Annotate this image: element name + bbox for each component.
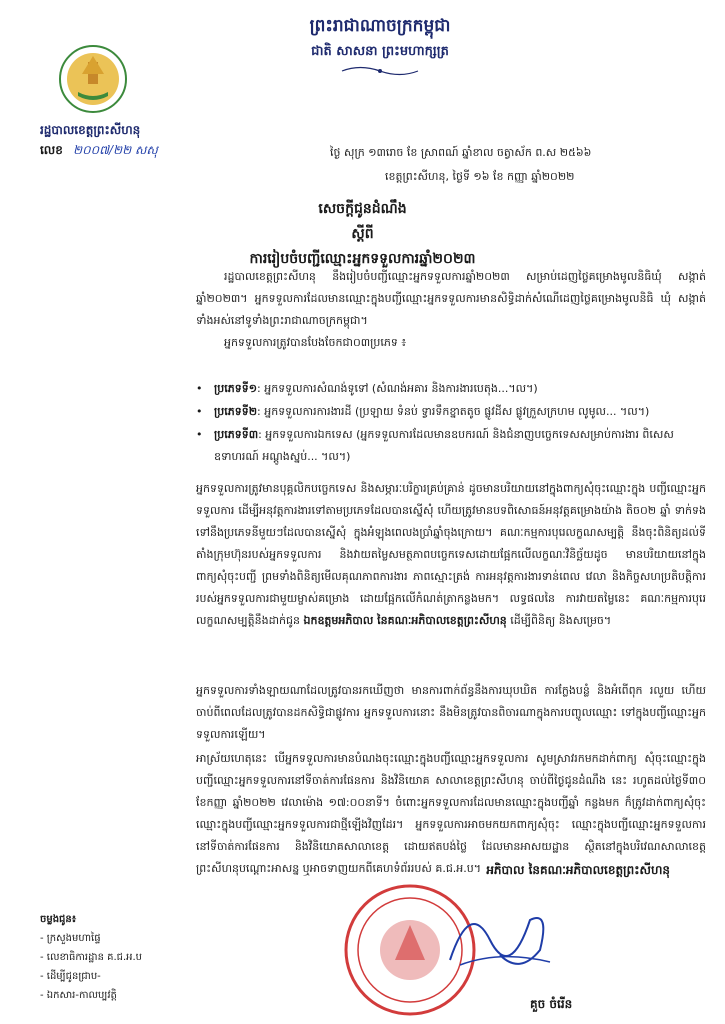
category-label: ប្រភេទទី១ [214, 382, 258, 395]
paragraph-3-end: ដើម្បីពិនិត្យ និងសម្រេច។ [510, 614, 612, 627]
kingdom-heading: ព្រះរាជាណាចក្រកម្ពុជា [309, 16, 451, 36]
bullet-icon: • [196, 428, 203, 441]
list-item [196, 424, 706, 468]
national-motto: ជាតិ សាសនា ព្រះមហាក្សត្រ [311, 44, 449, 59]
reference-number [40, 142, 158, 160]
title-subject: ការរៀបចំបញ្ជីឈ្មោះអ្នកទទួលការឆ្នាំ២០២៣ [249, 251, 476, 267]
national-header [230, 14, 530, 78]
category-label: ប្រភេទទី៣ [214, 428, 259, 441]
lunar-date: ថ្ងៃ សុក្រ ១៣រោច ខែ ស្រាពណ៍ ឆ្នាំខាល ចត្វាស័ក ព.ស ២៥៦៦ [330, 146, 592, 159]
list-item: - ក្រសួងមហាផ្ទៃ [40, 933, 101, 944]
category-text: : អ្នកទទួលការការងារដី (ប្រឡាយ ទំនប់ ទ្វារទឹកខ្នាតតូច ផ្លូវដីស ផ្លូវក្រួសក្រហម លូមូល... ។ល។) [257, 405, 650, 418]
list-item: - ឯកសារ-កាលប្បវត្តិ [40, 990, 117, 1001]
issuing-organization: រដ្ឋបាលខេត្តព្រះសីហនុ [40, 123, 141, 137]
ref-value: ២០០៧/២២ សសុ [73, 143, 158, 157]
paragraph-1: រដ្ឋបាលខេត្តព្រះសីហនុ នឹងរៀបចំបញ្ជីឈ្មោះអ្នកទទួលការឆ្នាំ២០២៣ សម្រាប់ដេញថ្លៃគម្រោងមូលនិធិឃុំ សង្កាត់ឆ្នាំ២០២៣។ អ្នកទទួលការដែលមានឈ្មោះក្នុងបញ្ជីឈ្មោះអ្នកទទួលការមានសិទ្ធិដាក់សំណើដេញថ្លៃគម្រោងមូលនិធិ ឃុំ សង្កាត់ ទាំងអស់នៅទូទាំងព្រះរាជាណាចក្រកម្ពុជា។ [196, 270, 706, 327]
list-item [196, 401, 706, 423]
paragraph-3-bold: ឯកឧត្តមអភិបាល នៃគណៈអភិបាលខេត្តព្រះសីហនុ [303, 614, 507, 627]
paragraph-2: អ្នកទទួលការត្រូវបានបែងចែកជា០៣ប្រភេទ ៖ [224, 336, 407, 349]
ref-label: លេខ [40, 143, 63, 157]
ornament-flourish-icon [340, 64, 420, 78]
signer-name: គួច ចំរើន [530, 997, 573, 1011]
paragraph-4: អ្នកទទួលការទាំងឡាយណាដែលត្រូវបានរកឃើញថា មានការពាក់ព័ន្ធនឹងការឃុបឃិត ការក្លែងបន្លំ និងអំពើពុក រលួយ ហើយចាប់ពីពេលដែលត្រូវបានដកសិទ្ធិជាផ្លូវការ អ្នកទទួលការនោះ នឹងមិនត្រូវបានពិចារណាក្នុងការបញ្ចូលឈ្មោះ ទៅក្នុងបញ្ជីឈ្មោះអ្នកទទួលការឡើយ។ [196, 684, 706, 741]
title-about: ស្តីពី [351, 226, 374, 242]
title-notice: សេចក្តីជូនដំណឹង [318, 201, 407, 217]
paragraph-5: អាស្រ័យហេតុនេះ បើអ្នកទទួលការមានបំណងចុះឈ្មោះក្នុងបញ្ជីឈ្មោះអ្នកទទួលការ សូមស្រាវរកមកដាក់ពាក្យ សុំចុះឈ្មោះក្នុងបញ្ជីឈ្មោះអ្នកទទួលការនៅទីចាត់ការផែនការ និងវិនិយោគ សាលាខេត្តព្រះសីហនុ ចាប់ពីថ្ងៃជូនដំណឹង នេះ រហូតដល់ថ្ងៃទី៣០ ខែកញ្ញា ឆ្នាំ២០២២ វេលាម៉ោង ១៧:០០នាទី។ ចំពោះអ្នកទទួលការដែលមានឈ្មោះក្នុងបញ្ជីឆ្នាំ កន្លងមក ក៏ត្រូវដាក់ពាក្យសុំចុះឈ្មោះក្នុងបញ្ជីឈ្មោះអ្នកទទួលការជាថ្មីឡើងវិញដែរ។ អ្នកទទួលការអាចមកយកពាក្យសុំចុះ ឈ្មោះក្នុងបញ្ជីឈ្មោះអ្នកទទួលការ នៅទីចាត់ការផែនការ និងវិនិយោគសាលាខេត្ត ដោយឥតបង់ថ្លៃ ដែលមានអាសយដ្ឋាន ស្ថិតនៅក្នុងបរិវេណសាលាខេត្តព្រះសីហនុបណ្តោះអាសន្ន ឬអាចទាញយកពីគេហទំព័ររបស់ គ.ជ.អ.ប។ [196, 752, 706, 875]
cc-title: ចម្លងជូន៖ [40, 914, 77, 925]
bullet-icon: • [196, 405, 203, 418]
list-item: - ដើម្បីជូនជ្រាប- [40, 971, 101, 982]
paragraph-3 [196, 478, 706, 632]
category-label: ប្រភេទទី២ [214, 405, 258, 418]
intro-paragraphs [196, 266, 706, 354]
solar-date: ខេត្តព្រះសីហនុ, ថ្ងៃទី ១៦ ខែ កញ្ញា ឆ្នាំ២០២២ [385, 170, 575, 183]
signoff-title: អភិបាល នៃគណៈអភិបាលខេត្តព្រះសីហនុ [486, 863, 670, 877]
list-item [196, 378, 706, 400]
category-text: : អ្នកទទួលការឯកទេស (អ្នកទទួលការដែលមានឧបករណ៍ និងជំនាញបច្ចេកទេសសម្រាប់ការងារ ពិសេស ឧទាហរណ៍ អណ្តូងស្នប់... ។ល។) [214, 428, 674, 463]
bullet-icon: • [196, 382, 203, 395]
signature-icon [440, 890, 560, 980]
provincial-emblem-icon [58, 44, 128, 114]
list-item: - លេខាធិការដ្ឋាន គ.ជ.អ.ប [40, 952, 143, 963]
category-list [196, 378, 706, 469]
category-text: : អ្នកទទួលការសំណង់ទូទៅ (សំណង់អគារ និងការងារបេតុង...។ល។) [257, 382, 538, 395]
carbon-copy-list [40, 910, 142, 1005]
document-title [130, 198, 595, 270]
paragraph-3-text: អ្នកទទួលការត្រូវមានបុគ្គលិកបច្ចេកទេស និងសម្ភារៈបរិក្ខារគ្រប់គ្រាន់ ដូចមានបរិយាយនៅក្នុងពាក្យសុំចុះឈ្មោះក្នុង បញ្ជីឈ្មោះអ្នកទទួលការ ដើម្បីអនុវត្តការងារទៅតាមប្រភេទដែលបានស្នើសុំ ហើយត្រូវមានបទពិសោធន៍អនុវត្តគម្រោងយ៉ាង តិច០២ ឆ្នាំ ទាក់ទងទៅនឹងប្រភេទនីមួយៗដែលបានស្នើសុំ ក្នុងអំឡុងពេលងប្រាំឆ្នាំចុងក្រោយ។ គណៈកម្មការបុរេលក្ខណសម្បត្តិ នឹងចុះពិនិត្យដល់ទីតាំងក្រុមហ៊ុនរបស់អ្នកទទួលការ និងវាយតម្លៃសមត្ថភាពបច្ចេកទេសដោយផ្អែកលើលក្ខណៈវិនិច្ឆ័យដូច មានបរិយាយនៅក្នុងពាក្យសុំចុះបញ្ជី ព្រមទាំងពិនិត្យមើលគុណភាពការងារ ភាពស្មោះត្រង់ ការអនុវត្តការងារទាន់ពេល វេលា និងកិច្ចសហប្រតិបត្តិការរបស់អ្នកទទួលការជាមួយម្ចាស់គម្រោង ដោយផ្អែកលើកំណត់ត្រាកន្លងមក។ លទ្ធផលនៃ ការវាយតម្លៃនេះ គណៈកម្មការបុរេលក្ខណសម្បត្តិនឹងដាក់ជូន [196, 482, 706, 627]
